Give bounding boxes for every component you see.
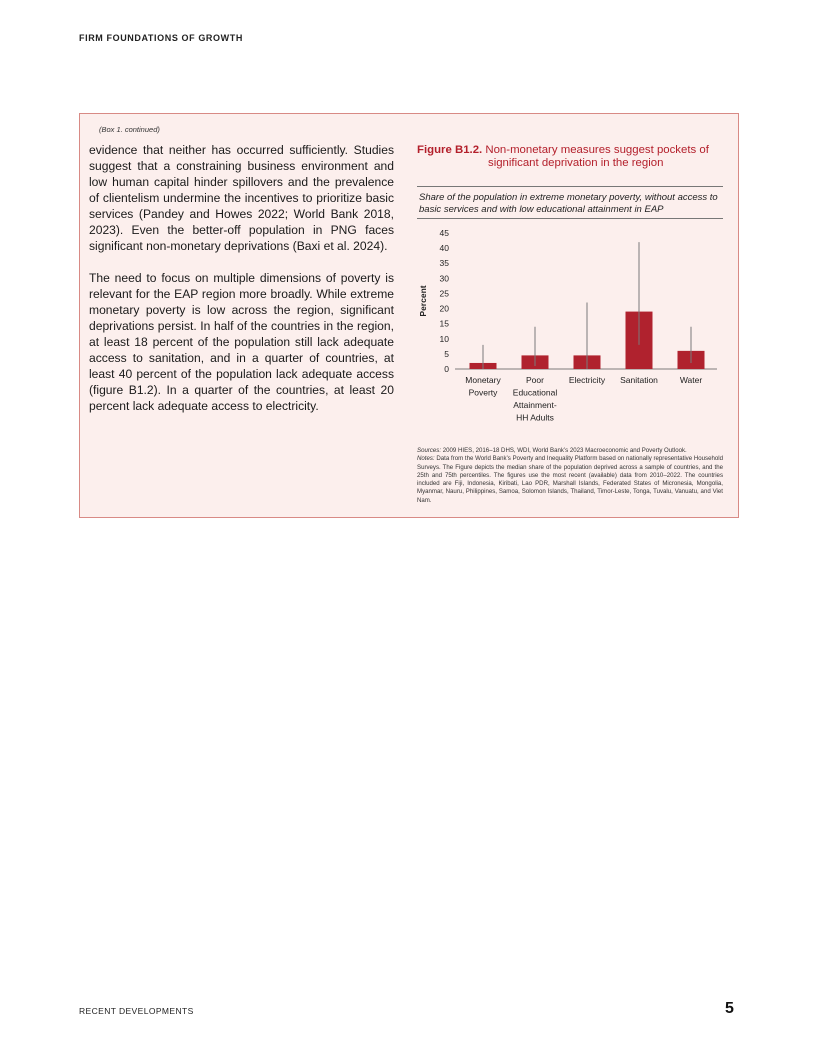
figure-panel (417, 144, 723, 505)
bar-chart (417, 227, 723, 447)
y-tick-label-25: 25 (439, 288, 449, 299)
y-tick-label-35: 35 (439, 258, 449, 269)
x-tick-label-0-0: Monetary (465, 375, 501, 385)
y-tick-label-10: 10 (439, 333, 449, 344)
y-axis-label: Percent (418, 285, 428, 317)
figure-notes-paragraph (417, 455, 723, 505)
x-tick-label-3-0: Sanitation (620, 375, 658, 385)
figure-title-line-2: significant deprivation in the region (488, 157, 664, 169)
body-paragraph-1: evidence that neither has occurred sufficiently. Studies suggest that a constraining business environment and low human capital hinder spillovers and the prevalence of clientelism undermine the incentives to prioritize basic services (Pandey and Howes 2022; World Bank 2018, 2023). Even the better-off population in PNG faces significant non-monetary deprivations (Baxi et al. 2024). (89, 143, 394, 253)
x-tick-label-1-1: Educational (512, 387, 558, 398)
x-tick-label-0-1: Poverty (468, 387, 498, 398)
body-text-column (89, 142, 394, 430)
running-head: FIRM FOUNDATIONS OF GROWTH (79, 33, 243, 43)
x-tick-label-1-0: Poor (526, 375, 544, 385)
body-paragraph-2: The need to focus on multiple dimensions of poverty is relevant for the EAP region more broadly. While extreme monetary poverty is low across the region, significant deprivations persist. In half of the countries in the region, at least 18 percent of the population still lack adequate access to sanitation, and in a quarter of countries, at least 40 percent of the population lack adequate access (figure B1.2). In a quarter of the countries, at least 20 percent lack adequate access to electricity. (89, 271, 394, 413)
sources-text: 2009 HIES, 2016–18 DHS, WDI, World Bank’s 2023 Macroeconomic and Poverty Outlook. (442, 447, 687, 454)
notes-label: Notes: (417, 455, 435, 463)
y-tick-label-5: 5 (444, 348, 449, 359)
y-tick-label-45: 45 (439, 228, 449, 238)
x-tick-label-4-0: Water (679, 375, 703, 385)
x-tick-label-1-3: HH Adults (516, 412, 554, 423)
y-tick-label-15: 15 (439, 318, 449, 329)
page-number: 5 (725, 1000, 734, 1017)
figure-notes (417, 447, 723, 505)
figure-subtitle: Share of the population in extreme monetary poverty, without access to basic services and with low educational attainment in EAP (419, 192, 718, 215)
x-tick-label-1-2: Attainment- (513, 400, 557, 410)
box-panel (79, 113, 739, 518)
y-tick-label-20: 20 (439, 303, 449, 314)
y-tick-label-0: 0 (444, 364, 449, 374)
figure-title (417, 144, 723, 170)
figure-title-line-1: Non-monetary measures suggest pockets of (485, 144, 709, 156)
figure-subtitle-rule (417, 218, 723, 219)
chart-container (417, 227, 723, 447)
y-tick-label-30: 30 (439, 273, 449, 284)
figure-sources (417, 447, 723, 455)
figure-number: Figure B1.2. (417, 144, 483, 156)
box-continued-label: (Box 1. continued) (99, 125, 160, 134)
footer-section-title: RECENT DEVELOPMENTS (79, 1006, 194, 1016)
notes-text: Data from the World Bank’s Poverty and Inequality Platform based on nationally representative Household Surveys. The Figure depicts the median share of the population deprived across a sample of countries, and the 25th and 75th percentiles. The figures use the most recent (available) data from 2010–2022. The countries included are Fiji, Indonesia, Kiribati, Lao PDR, Marshall Islands, Federated States of Micronesia, Mongolia, Myanmar, Nauru, Philippines, Samoa, Solomon Islands, Thailand, Timor-Leste, Tonga, Tuvalu, Vanuatu, and Viet Nam. (417, 455, 723, 504)
sources-label: Sources: (417, 447, 442, 454)
y-tick-label-40: 40 (439, 243, 449, 254)
x-tick-label-2-0: Electricity (568, 375, 606, 385)
